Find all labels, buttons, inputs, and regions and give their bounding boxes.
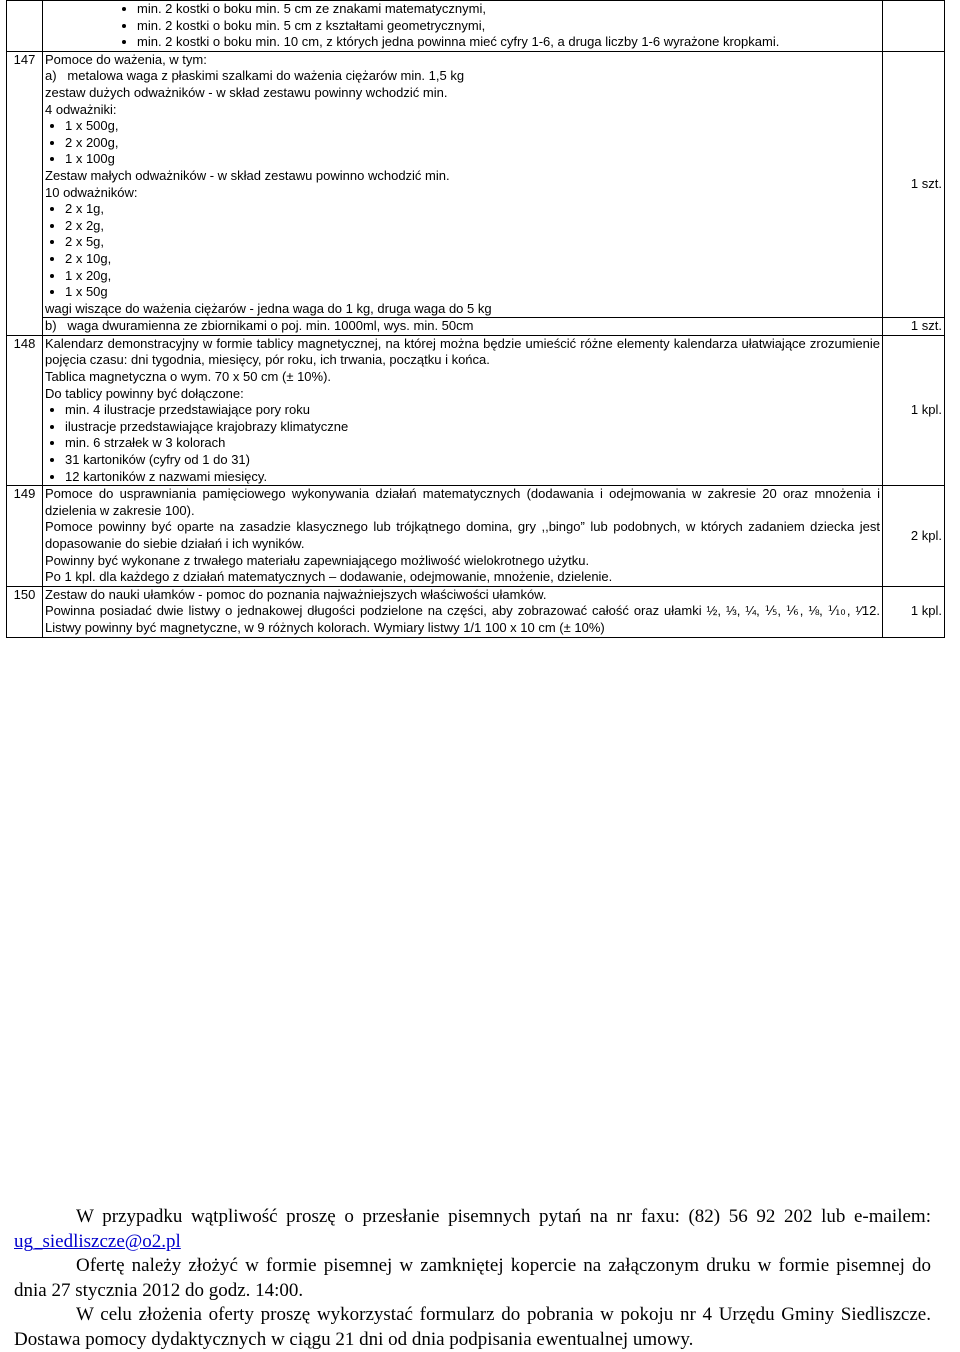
sub-item-label: a) (45, 68, 57, 84)
table-row (7, 51, 945, 318)
text-paragraph: Pomoce do usprawniania pamięciowego wykonywania działań matematycznych (dodawania i odejmowania w zakresie 20 oraz mnożenia i dzielenia w zakresie 100). (45, 486, 880, 518)
list-item: • 2 x 2g, (65, 218, 880, 235)
list-item: • 2 x 200g, (65, 135, 880, 152)
footer-paragraph: W celu złożenia oferty proszę wykorzystać formularz do pobrania w pokoju nr 4 Urzędu Gminy Siedliszcze. Dostawa pomocy dydaktycznych w ciągu 21 dni od dnia podpisania ewentualnej umowy. (14, 1304, 931, 1350)
text-line: Zestaw małych odważników - w skład zestawu powinno wchodzić min. (45, 167, 450, 183)
specification-table (6, 0, 945, 638)
text-line: Tablica magnetyczna o wym. 70 x 50 cm (± 10%). (45, 369, 332, 385)
item-number-cell (7, 1, 43, 52)
text-line: wagi wiszące do ważenia ciężarów - jedna waga do 1 kg, druga waga do 5 kg (45, 300, 492, 316)
list-item: • 31 kartoników (cyfry od 1 do 31) (65, 452, 880, 469)
sub-item-text: metalowa waga z płaskimi szalkami do ważenia ciężarów min. 1,5 kg (67, 68, 465, 84)
text-line: zestaw dużych odważników - w skład zestawu powinny wchodzić min. (45, 84, 448, 100)
text-line: 10 odważników: (45, 184, 138, 200)
list-item: • min. 2 kostki o boku min. 5 cm z kształtami geometrycznymi, (137, 18, 880, 35)
text-paragraph: Powinna posiadać dwie listwy o jednakowej długości podzielone na części, aby zobrazować całość oraz ułamki ½, ⅓, ¼, ⅕, ⅙, ⅛, ⅒, ¹⁄12. Listwy powinny być magnetyczne, w 9 różnych kolorach. Wymiary listwy 1/1 100 x 10 cm (± 10%) (45, 603, 880, 635)
table-row (7, 586, 945, 637)
sub-item-text: waga dwuramienna ze zbiornikami o poj. min. 1000ml, wys. min. 50cm (67, 318, 474, 334)
list-item: • min. 6 strzałek w 3 kolorach (65, 435, 880, 452)
bullet-list (45, 1, 880, 51)
table-row (7, 318, 945, 336)
item-title: Pomoce do ważenia, w tym: (45, 51, 207, 67)
text-paragraph: Kalendarz demonstracyjny w formie tablicy magnetycznej, na której można będzie umieścić różne elementy kalendarza ułatwiające zrozumienie pojęcia czasu: dni tygodnia, miesięcy, pór roku, ich trwania, początku i końca. (45, 335, 880, 368)
item-quantity-cell (883, 1, 945, 52)
item-description-cell (43, 51, 883, 318)
list-item: • min. 2 kostki o boku min. 10 cm, z których jedna powinna mieć cyfry 1-6, a druga liczby 1-6 wyrażone kropkami. (137, 34, 880, 51)
footer-text: W przypadku wątpliwość proszę o przesłanie pisemnych pytań na nr faxu: (82) 56 92 202 lub e-mailem: (76, 1206, 931, 1227)
text-paragraph: Pomoce powinny być oparte na zasadzie klasycznego lub trójkątnego domina, gry ,,bingo” lub podobnych, w których zadaniem dziecka jest dopasowanie do siebie działań i ich wyników. (45, 519, 880, 551)
item-quantity-cell: 1 szt. (883, 318, 945, 336)
list-item: • 2 x 1g, (65, 201, 880, 218)
email-link[interactable]: ug_siedliszcze@o2.pl (14, 1230, 181, 1252)
text-paragraph: Zestaw do nauki ułamków - pomoc do poznania najważniejszych właściwości ułamków. (45, 586, 547, 602)
list-item: • 12 kartoników z nazwami miesięcy. (65, 469, 880, 486)
item-quantity-cell: 1 kpl. (883, 586, 945, 637)
list-item: • 1 x 500g, (65, 118, 880, 135)
sub-item-label: b) (45, 318, 57, 334)
item-number-cell: 148 (7, 335, 43, 485)
item-number-cell: 149 (7, 486, 43, 587)
text-line: 4 odważniki: (45, 101, 117, 117)
footer-paragraph: Ofertę należy złożyć w formie pisemnej w zamkniętej kopercie na załączonym druku w formie pisemnej do dnia 27 stycznia 2012 do godz. 14:00. (14, 1255, 931, 1301)
list-item: • min. 4 ilustracje przedstawiające pory roku (65, 402, 880, 419)
table-row (7, 335, 945, 485)
bullet-list (45, 118, 880, 168)
item-description-cell (43, 318, 883, 336)
footer-notes (14, 1205, 931, 1352)
item-quantity-cell: 2 kpl. (883, 486, 945, 587)
item-quantity-cell: 1 kpl. (883, 335, 945, 485)
table-row (7, 486, 945, 587)
text-paragraph: Powinny być wykonane z trwałego materiału zapewniającego możliwość wielokrotnego użytku. (45, 552, 590, 568)
item-quantity-cell: 1 szt. (883, 51, 945, 318)
list-item: • min. 2 kostki o boku min. 5 cm ze znakami matematycznymi, (137, 1, 880, 18)
list-item: • 1 x 20g, (65, 268, 880, 285)
item-description-cell (43, 335, 883, 485)
list-item: • ilustracje przedstawiające krajobrazy klimatyczne (65, 419, 880, 436)
item-description-cell (43, 586, 883, 637)
item-description-cell (43, 1, 883, 52)
bullet-list (45, 402, 880, 485)
list-item: • 1 x 100g (65, 151, 880, 168)
footer-paragraph (14, 1205, 931, 1254)
item-number-cell: 150 (7, 586, 43, 637)
bullet-list (45, 201, 880, 301)
table-row (7, 1, 945, 52)
list-item: • 1 x 50g (65, 284, 880, 301)
text-paragraph: Po 1 kpl. dla każdego z działań matematycznych – dodawanie, odejmowanie, mnożenie, dzielenie. (45, 569, 613, 585)
list-item: • 2 x 10g, (65, 251, 880, 268)
text-line: Do tablicy powinny być dołączone: (45, 385, 244, 401)
item-number-cell: 147 (7, 51, 43, 335)
list-item: • 2 x 5g, (65, 234, 880, 251)
item-description-cell (43, 486, 883, 587)
